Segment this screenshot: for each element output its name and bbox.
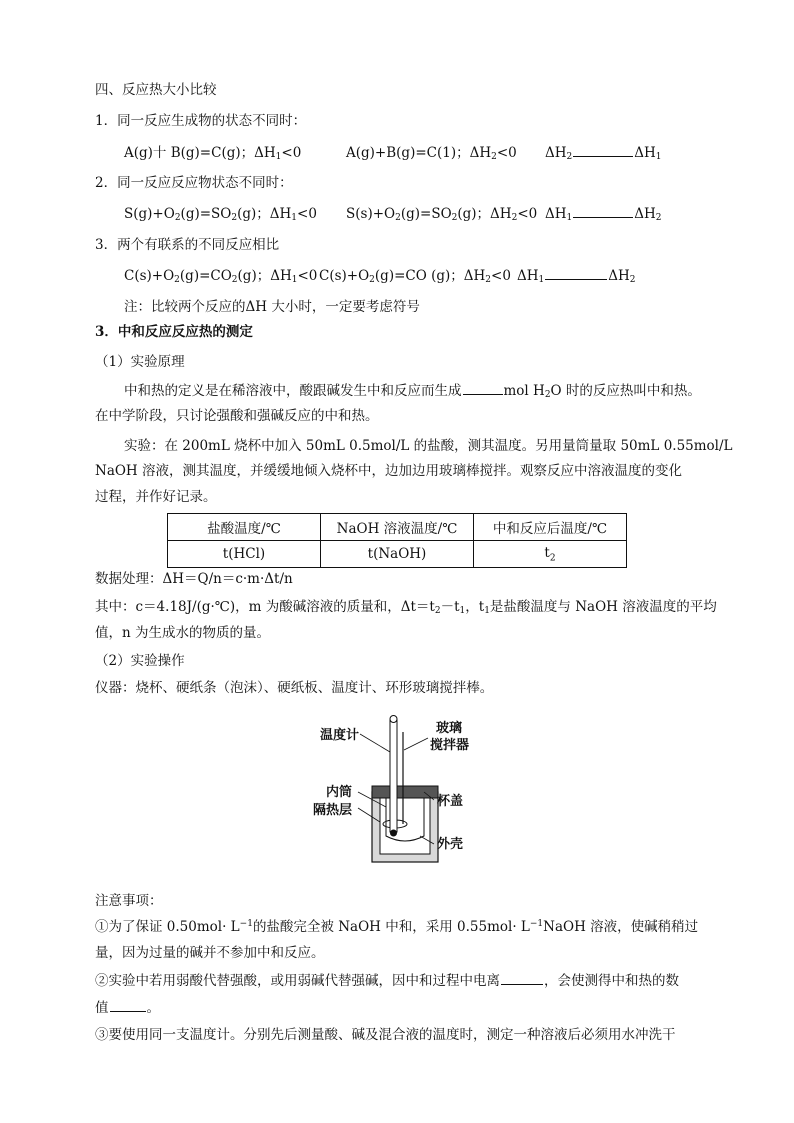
variables-line-2: 值，n 为生成水的物质的量。: [95, 625, 270, 641]
answer-blank[interactable]: [110, 999, 146, 1012]
leader-line: [360, 734, 390, 752]
leader-line: [404, 738, 428, 750]
variables-line-1: 其中：c＝4.18J/(g·℃)，m 为酸碱溶液的质量和，$\Delta t=t_2-t_1$，$t_1$是盐酸温度与 NaOH 溶液温度的平均: [95, 599, 717, 616]
label-thermometer: 温度计: [320, 728, 360, 743]
table-cell: t(NaOH): [321, 541, 474, 568]
answer-blank[interactable]: [545, 267, 607, 280]
table-header-cell: 盐酸温度/℃: [168, 514, 321, 541]
subsection-1-title: （1）实验原理: [95, 354, 185, 370]
label-lid: 杯盖: [437, 794, 464, 809]
label-outer-shell: 外壳: [437, 837, 464, 852]
calorimeter-figure: [300, 712, 500, 872]
thermometer-bulb-shape: [390, 830, 397, 837]
note-3-line-1: ③要使用同一支温度计。分别先后测量酸、碱及混合液的温度时，测定一种溶液后必须用水冲洗干: [95, 1027, 676, 1043]
thermometer-top-shape: [390, 716, 397, 723]
notes-title: 注意事项：: [95, 893, 163, 909]
table-cell: t(HCl): [168, 541, 321, 568]
table-header-row: [168, 514, 627, 541]
section-3-title: 3．中和反应反应热的测定: [95, 324, 253, 340]
item-2-title: 2．同一反应反应物状态不同时：: [95, 175, 293, 191]
item-3-title: 3．两个有联系的不同反应相比: [95, 237, 280, 253]
experiment-line-2: NaOH 溶液，测其温度，并缓缓地倾入烧杯中，边加边用玻璃棒搅拌。观察反应中溶液温度的变化: [95, 463, 682, 479]
note: 注：比较两个反应的ΔH 大小时，一定要考虑符号: [124, 299, 420, 315]
lid-shape: [372, 786, 438, 798]
principle-line-2: 在中学阶段，只讨论强酸和强碱反应的中和热。: [95, 408, 379, 424]
instruments-line: 仪器：烧杯、硬纸条（泡沫）、硬纸板、温度计、环形玻璃搅拌棒。: [95, 680, 494, 696]
item-2-equation-1: $S(g)+O_2(g)=SO_2(g)$；$\Delta H_1<0$: [124, 206, 317, 223]
table-cell: $t_2$: [474, 541, 627, 568]
item-3-equation-1: $C(s)+O_2(g)=CO_2(g)$；$\Delta H_1<0$: [124, 268, 318, 285]
section-4-title: 四、反应热大小比较: [95, 82, 217, 98]
note-2-line-1: ②实验中若用弱酸代替强酸，或用弱碱代替强碱，因中和过程中电离 ，会使测得中和热的数: [95, 973, 679, 989]
label-stirrer: 搅拌器: [430, 738, 470, 753]
answer-blank[interactable]: [501, 972, 543, 985]
table-row: [168, 541, 627, 568]
item-3-equation-2: $C(s)+O_2(g)=CO$ (g)；$\Delta H_2<0$: [319, 268, 511, 285]
item-1-title: 1．同一反应生成物的状态不同时：: [95, 113, 307, 129]
item-3-comparison: $\Delta H_1$ $\Delta H_2$: [517, 268, 636, 285]
answer-blank[interactable]: [573, 144, 633, 157]
temperature-table: [167, 513, 627, 568]
label-inner-cup: 内筒: [326, 785, 353, 800]
note-2-line-2: 值 。: [95, 1000, 160, 1016]
table-header-cell: 中和反应后温度/℃: [474, 514, 627, 541]
answer-blank[interactable]: [573, 205, 633, 218]
principle-line-1: 中和热的定义是在稀溶液中，酸跟碱发生中和反应而生成 mol $H_2O$ 时的反应热叫中和热。: [124, 383, 701, 400]
data-processing-formula: 数据处理：ΔH＝Q/n＝c·m·Δt/n: [95, 571, 293, 587]
label-insulation: 隔热层: [313, 803, 353, 818]
thermometer-shape: [390, 720, 397, 832]
table-header-cell: NaOH 溶液温度/℃: [321, 514, 474, 541]
experiment-line-1: 实验：在 200mL 烧杯中加入 50mL 0.5mol/L 的盐酸，测其温度。另用量筒量取 50mL 0.55mol/L: [124, 438, 733, 454]
note-1-line-2: 量，因为过量的碱并不参加中和反应。: [95, 945, 325, 961]
item-2-comparison: $\Delta H_1$ $\Delta H_2$: [545, 206, 662, 223]
item-1-comparison: $\Delta H_2$ $\Delta H_1$: [545, 145, 662, 162]
label-glass: 玻璃: [436, 721, 463, 736]
note-1-line-1: ①为了保证 $0.50mol\cdot L^{-1}$的盐酸完全被 NaOH 中和，采用 $0.55mol\cdot L^{-1}NaOH$ 溶液，使碱稍稍过: [95, 919, 699, 935]
item-1-equation-1: A(g)十 B(g)=C(g)；$\Delta H_1<0$: [124, 145, 302, 162]
item-2-equation-2: $S(s)+O_2(g)=SO_2(g)$；$\Delta H_2<0$: [346, 206, 538, 223]
experiment-line-3: 过程，并作好记录。: [95, 489, 217, 505]
subsection-2-title: （2）实验操作: [95, 653, 185, 669]
item-1-equation-2: A(g)+B(g)=C(1)；$\Delta H_2<0$: [346, 145, 517, 162]
answer-blank[interactable]: [463, 382, 503, 395]
